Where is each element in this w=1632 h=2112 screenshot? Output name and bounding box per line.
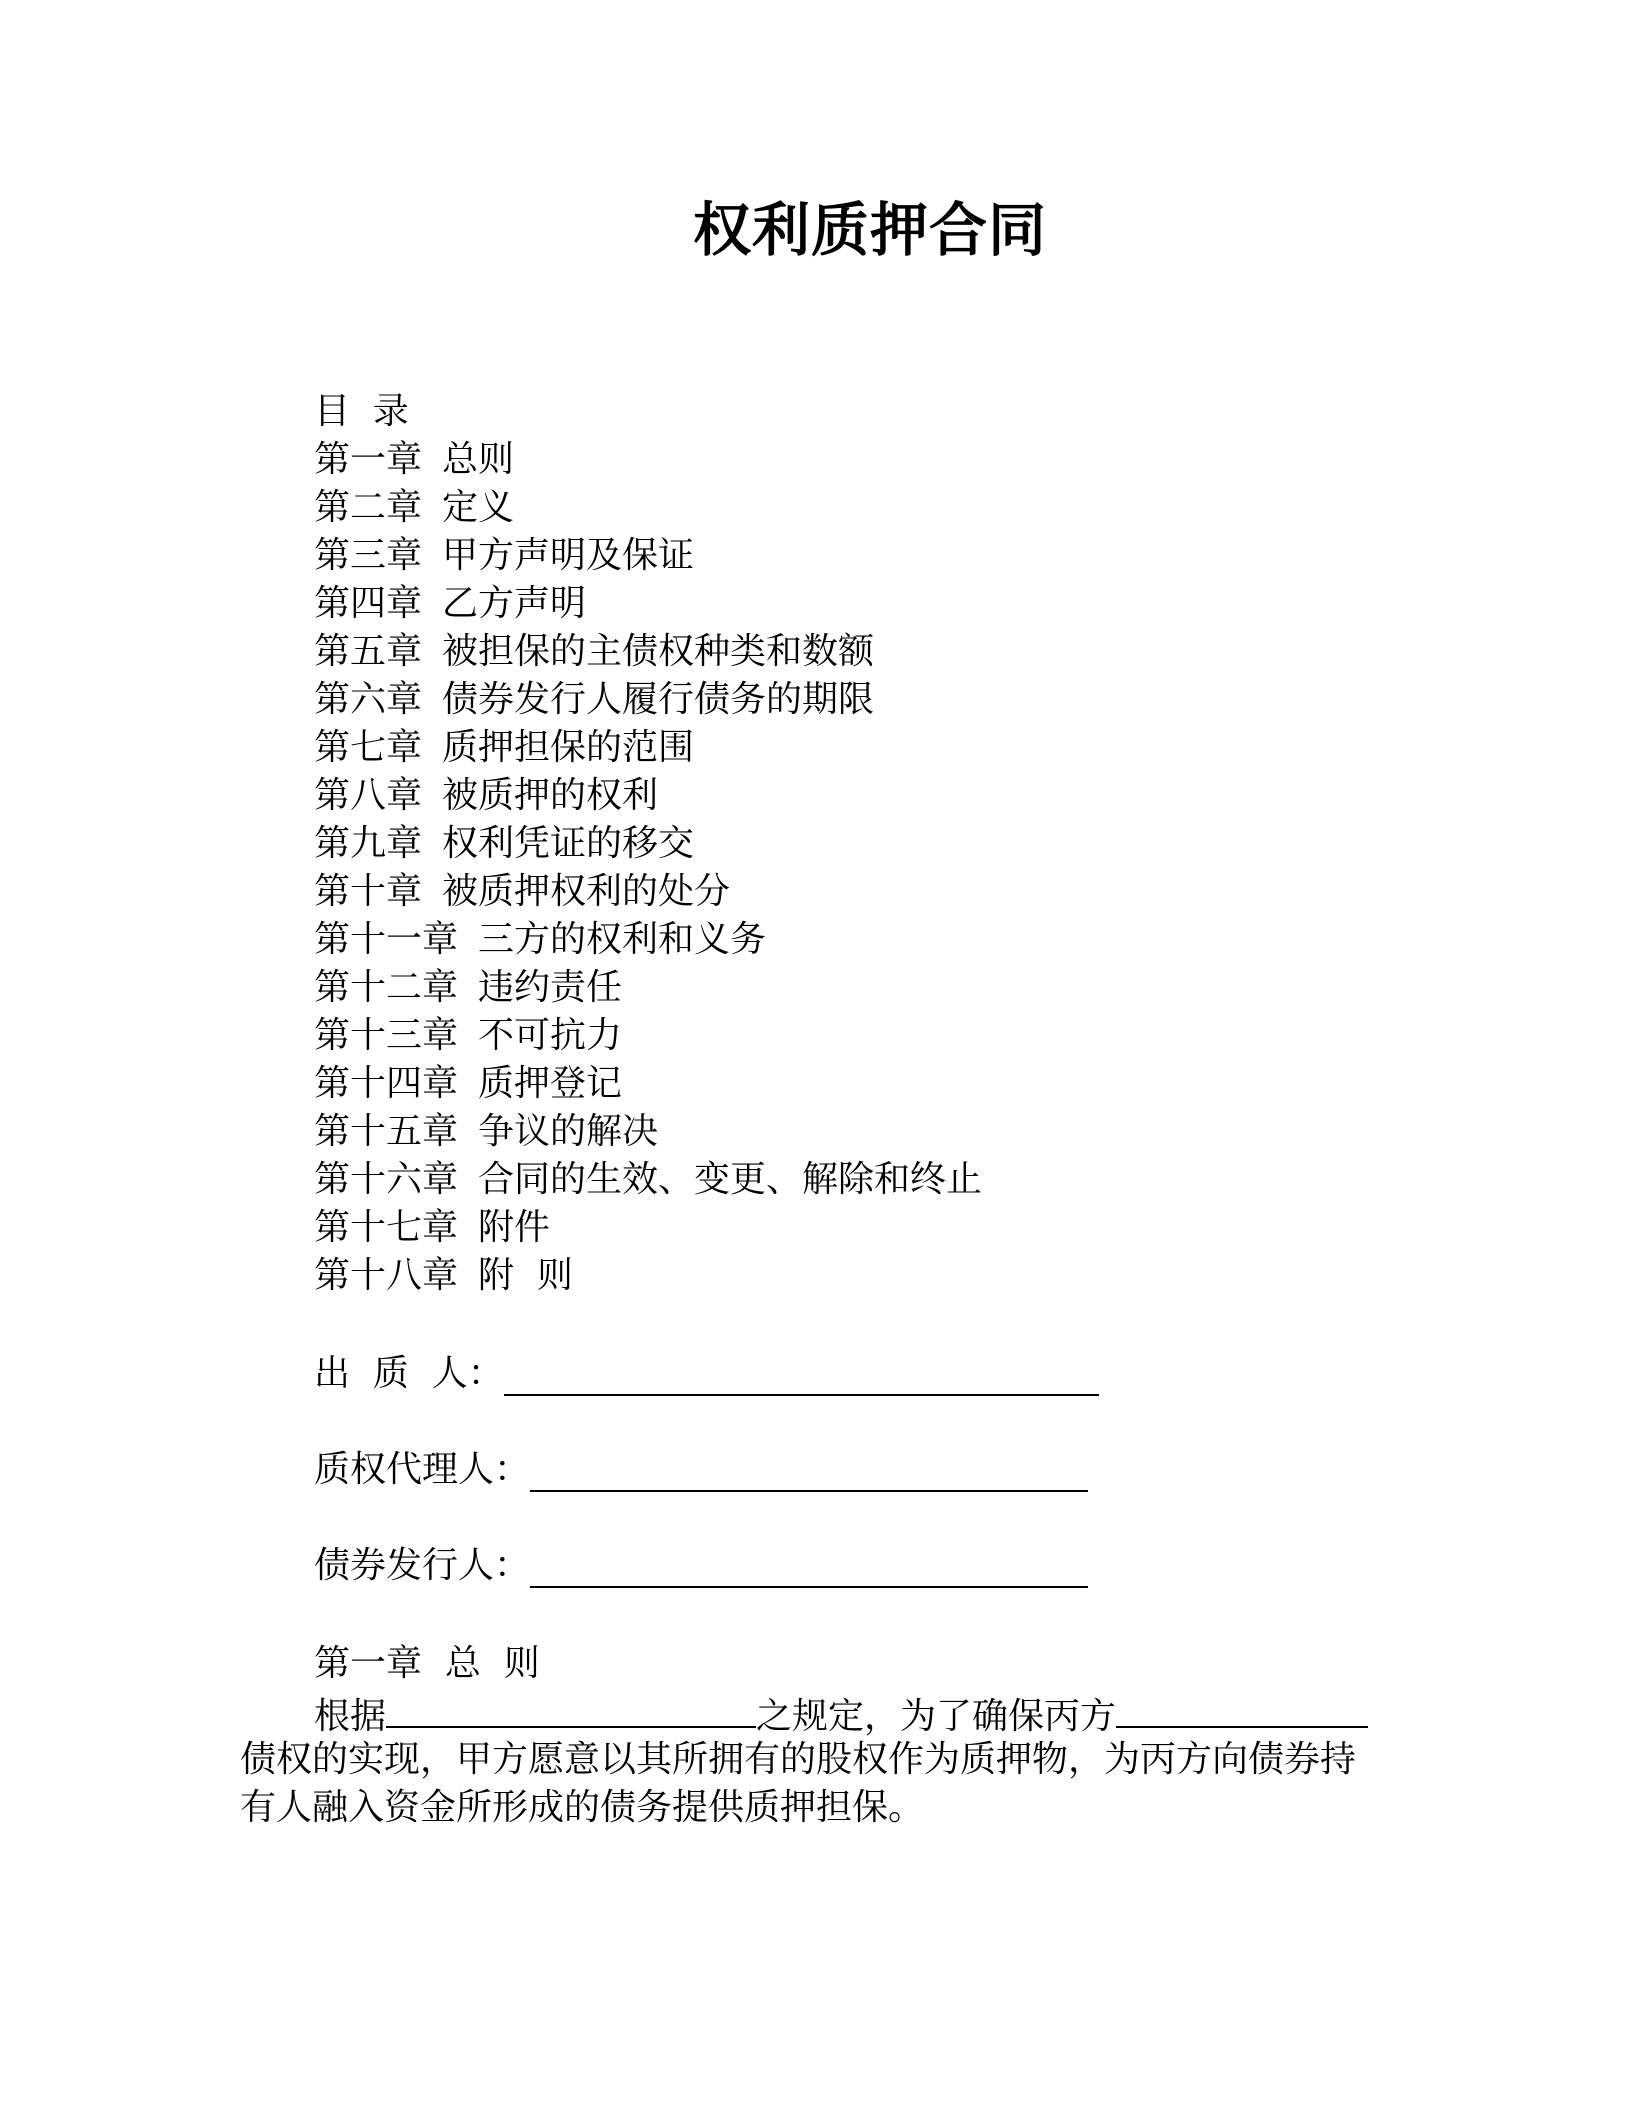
toc-heading: 目 录 bbox=[314, 391, 409, 432]
toc-item bbox=[314, 532, 1414, 580]
toc-item bbox=[314, 964, 1414, 1012]
toc-chapter-name: 债券发行人履行债务的期限 bbox=[442, 679, 875, 720]
toc-chapter-name: 被质押的权利 bbox=[442, 775, 659, 816]
toc-chapter-number: 第七章 bbox=[314, 727, 423, 768]
toc-chapter-name: 质押担保的范围 bbox=[442, 727, 695, 768]
toc-chapter-name: 三方的权利和义务 bbox=[478, 919, 767, 960]
toc-chapter-name: 附 则 bbox=[478, 1255, 573, 1296]
paragraph-line-1 bbox=[314, 1688, 1368, 1741]
party-pledgor-label: 出 质 人： bbox=[314, 1353, 504, 1394]
toc-chapter-name: 被担保的主债权种类和数额 bbox=[442, 631, 875, 672]
paragraph-line-2: 债权的实现，甲方愿意以其所拥有的股权作为质押物，为丙方向债券持 bbox=[240, 1739, 1357, 1780]
toc-chapter-number: 第十四章 bbox=[314, 1063, 459, 1104]
toc-chapter-name: 乙方声明 bbox=[442, 583, 587, 624]
toc-chapter-name: 争议的解决 bbox=[478, 1111, 659, 1152]
party-issuer-row bbox=[314, 1538, 1094, 1594]
toc-chapter-number: 第一章 bbox=[314, 439, 423, 480]
law-blank[interactable] bbox=[386, 1688, 756, 1728]
toc-chapter-number: 第二章 bbox=[314, 487, 423, 528]
toc-chapter-name: 被质押权利的处分 bbox=[442, 871, 731, 912]
toc-item bbox=[314, 724, 1414, 772]
party-agent-label: 质权代理人： bbox=[314, 1449, 531, 1490]
party-agent-blank[interactable] bbox=[530, 1448, 1088, 1492]
toc-item bbox=[314, 772, 1414, 820]
toc-item bbox=[314, 868, 1414, 916]
toc-item bbox=[314, 916, 1414, 964]
paragraph-line-3: 有人融入资金所形成的债务提供质押担保。 bbox=[240, 1787, 925, 1828]
toc-item bbox=[314, 820, 1414, 868]
toc-chapter-number: 第十五章 bbox=[314, 1111, 459, 1152]
party-pledgor-row bbox=[314, 1346, 1094, 1402]
toc-item bbox=[314, 1204, 1414, 1252]
document-title: 权利质押合同 bbox=[692, 196, 1047, 264]
creditor-blank[interactable] bbox=[1116, 1688, 1368, 1728]
toc-chapter-number: 第十一章 bbox=[314, 919, 459, 960]
toc-item bbox=[314, 436, 1414, 484]
party-issuer-blank[interactable] bbox=[530, 1544, 1088, 1588]
toc-chapter-number: 第六章 bbox=[314, 679, 423, 720]
toc-chapter-number: 第十七章 bbox=[314, 1207, 459, 1248]
toc-item bbox=[314, 628, 1414, 676]
toc-chapter-number: 第八章 bbox=[314, 775, 423, 816]
table-of-contents bbox=[314, 388, 1414, 1300]
toc-chapter-number: 第四章 bbox=[314, 583, 423, 624]
toc-chapter-number: 第九章 bbox=[314, 823, 423, 864]
party-agent-row bbox=[314, 1442, 1094, 1498]
toc-chapter-name: 定义 bbox=[442, 487, 515, 528]
toc-item bbox=[314, 676, 1414, 724]
toc-chapter-name: 合同的生效、变更、解除和终止 bbox=[478, 1159, 983, 1200]
toc-chapter-number: 第十六章 bbox=[314, 1159, 459, 1200]
party-pledgor-blank[interactable] bbox=[504, 1352, 1099, 1396]
toc-item bbox=[314, 484, 1414, 532]
toc-item bbox=[314, 1252, 1414, 1300]
paragraph-text-segment: 根据 bbox=[314, 1696, 387, 1737]
toc-chapter-number: 第十三章 bbox=[314, 1015, 459, 1056]
chapter-one-heading: 第一章 总 则 bbox=[314, 1643, 540, 1684]
toc-chapter-number: 第十八章 bbox=[314, 1255, 459, 1296]
toc-chapter-name: 质押登记 bbox=[478, 1063, 623, 1104]
toc-item bbox=[314, 1012, 1414, 1060]
toc-chapter-name: 不可抗力 bbox=[478, 1015, 623, 1056]
toc-chapter-name: 权利凭证的移交 bbox=[442, 823, 695, 864]
toc-item bbox=[314, 580, 1414, 628]
toc-chapter-name: 总则 bbox=[442, 439, 515, 480]
party-issuer-label: 债券发行人： bbox=[314, 1545, 531, 1586]
toc-item bbox=[314, 1108, 1414, 1156]
toc-chapter-number: 第三章 bbox=[314, 535, 423, 576]
toc-item bbox=[314, 1060, 1414, 1108]
paragraph-text-segment: 之规定，为了确保丙方 bbox=[756, 1696, 1117, 1737]
toc-chapter-name: 附件 bbox=[478, 1207, 551, 1248]
toc-chapter-number: 第十二章 bbox=[314, 967, 459, 1008]
toc-chapter-number: 第五章 bbox=[314, 631, 423, 672]
toc-chapter-name: 甲方声明及保证 bbox=[442, 535, 695, 576]
toc-item bbox=[314, 1156, 1414, 1204]
toc-chapter-number: 第十章 bbox=[314, 871, 423, 912]
toc-chapter-name: 违约责任 bbox=[478, 967, 623, 1008]
